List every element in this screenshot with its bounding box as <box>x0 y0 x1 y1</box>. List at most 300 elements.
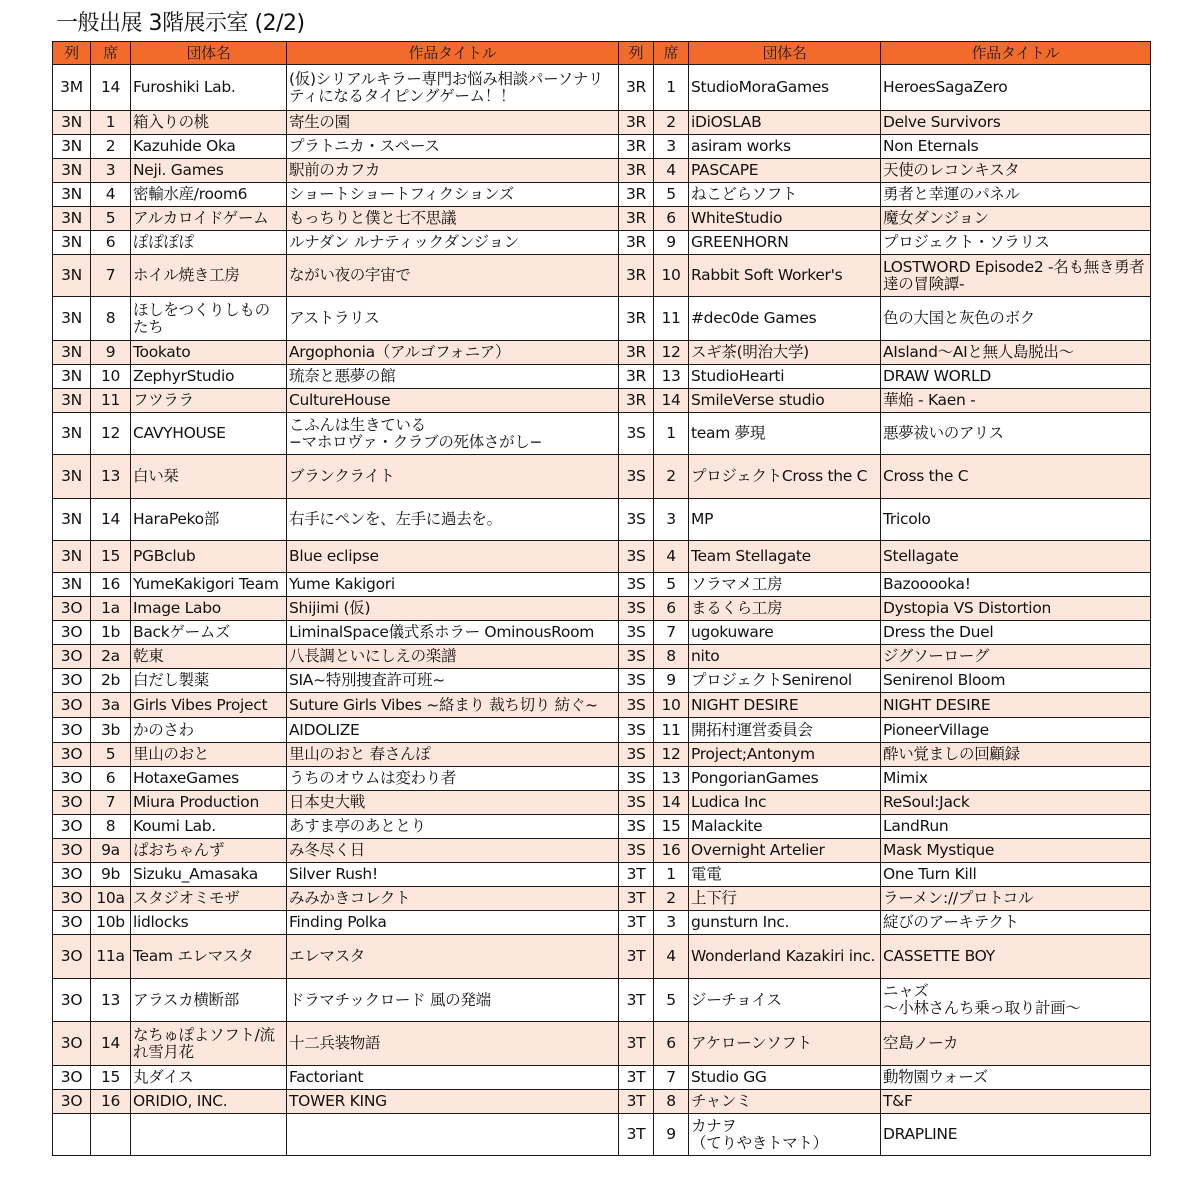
seat-number: 11 <box>91 389 131 413</box>
row-column: 3S <box>619 718 654 743</box>
group-name: 乾東 <box>131 645 287 669</box>
group-name: Wonderland Kazakiri inc. <box>689 935 881 979</box>
work-title: ジグソーローグ <box>881 645 1151 669</box>
header-seat: 席 <box>654 42 689 65</box>
seat-number: 1 <box>654 65 689 111</box>
seat-number: 2 <box>654 111 689 135</box>
work-title: ニャズ 〜小林さんち乗っ取り計画〜 <box>881 979 1151 1022</box>
work-title: 十二兵装物語 <box>287 1022 619 1066</box>
group-name: Team エレマスタ <box>131 935 287 979</box>
row-column: 3O <box>53 815 91 839</box>
seat-number: 10b <box>91 911 131 935</box>
row-column: 3R <box>619 65 654 111</box>
table-row <box>53 1066 1151 1090</box>
group-name: nito <box>689 645 881 669</box>
work-title: 動物園ウォーズ <box>881 1066 1151 1090</box>
work-title: 勇者と幸運のパネル <box>881 183 1151 207</box>
seat-number: 2 <box>654 455 689 499</box>
row-column: 3S <box>619 839 654 863</box>
seat-number: 15 <box>654 815 689 839</box>
group-name <box>131 1114 287 1156</box>
work-title: Tricolo <box>881 499 1151 541</box>
work-title: 里山のおと 春さんぽ <box>287 743 619 767</box>
seat-number: 5 <box>654 979 689 1022</box>
seat-number: 4 <box>91 183 131 207</box>
work-title: PioneerVillage <box>881 718 1151 743</box>
group-name: PGBclub <box>131 541 287 573</box>
seat-number: 5 <box>91 207 131 231</box>
seat-number: 11a <box>91 935 131 979</box>
seat-number: 13 <box>654 365 689 389</box>
table-row <box>53 207 1151 231</box>
seat-number: 3b <box>91 718 131 743</box>
work-title: エレマスタ <box>287 935 619 979</box>
table-row <box>53 365 1151 389</box>
header-seat: 席 <box>91 42 131 65</box>
table-row <box>53 65 1151 111</box>
row-column: 3N <box>53 135 91 159</box>
seat-number: 2a <box>91 645 131 669</box>
group-name: WhiteStudio <box>689 207 881 231</box>
work-title: Stellagate <box>881 541 1151 573</box>
work-title: LOSTWORD Episode2 -名も無き勇者達の冒険譚- <box>881 255 1151 297</box>
work-title: ドラマチックロード 風の発端 <box>287 979 619 1022</box>
work-title: Non Eternals <box>881 135 1151 159</box>
row-column: 3O <box>53 839 91 863</box>
seat-number: 10 <box>91 365 131 389</box>
group-name: Sizuku_Amasaka <box>131 863 287 887</box>
seat-number: 3a <box>91 693 131 718</box>
work-title: Silver Rush! <box>287 863 619 887</box>
row-column: 3O <box>53 863 91 887</box>
row-column: 3N <box>53 365 91 389</box>
group-name: ZephyrStudio <box>131 365 287 389</box>
row-column: 3N <box>53 111 91 135</box>
seat-number: 5 <box>654 573 689 597</box>
seat-number: 7 <box>91 255 131 297</box>
group-name: Tookato <box>131 341 287 365</box>
group-name: カナヲ （てりやきトマト） <box>689 1114 881 1156</box>
seat-number: 3 <box>654 499 689 541</box>
row-column: 3O <box>53 669 91 693</box>
work-title: Delve Survivors <box>881 111 1151 135</box>
group-name: StudioHearti <box>689 365 881 389</box>
table-row <box>53 1022 1151 1066</box>
work-title: AIsland〜AIと無人島脱出〜 <box>881 341 1151 365</box>
row-column: 3S <box>619 815 654 839</box>
seat-number: 6 <box>91 767 131 791</box>
seat-number: 4 <box>654 159 689 183</box>
table-row <box>53 1090 1151 1114</box>
group-name: lidlocks <box>131 911 287 935</box>
seat-number: 1 <box>654 413 689 455</box>
table-row <box>53 183 1151 207</box>
row-column: 3S <box>619 791 654 815</box>
row-column: 3N <box>53 255 91 297</box>
work-title: SIA~特別捜査許可班~ <box>287 669 619 693</box>
group-name: フツララ <box>131 389 287 413</box>
table-row <box>53 743 1151 767</box>
group-name: SmileVerse studio <box>689 389 881 413</box>
seat-number: 13 <box>91 979 131 1022</box>
work-title: こふんは生きている −マホロヴァ・クラブの死体さがし− <box>287 413 619 455</box>
seat-number: 16 <box>91 1090 131 1114</box>
work-title: 酔い覚ましの回顧録 <box>881 743 1151 767</box>
group-name: アルカロイドゲーム <box>131 207 287 231</box>
group-name: 電電 <box>689 863 881 887</box>
group-name: Malackite <box>689 815 881 839</box>
table-row <box>53 135 1151 159</box>
seat-number: 11 <box>654 718 689 743</box>
table-row <box>53 111 1151 135</box>
row-column: 3S <box>619 645 654 669</box>
header-work-title: 作品タイトル <box>881 42 1151 65</box>
seat-number: 7 <box>654 1066 689 1090</box>
group-name: スギ茶(明治大学) <box>689 341 881 365</box>
work-title: 色の大国と灰色のボク <box>881 297 1151 341</box>
table-row <box>53 669 1151 693</box>
work-title: Suture Girls Vibes ~絡まり 裁ち切り 紡ぐ~ <box>287 693 619 718</box>
seat-number: 3 <box>91 159 131 183</box>
work-title: うちのオウムは変わり者 <box>287 767 619 791</box>
group-name: アラスカ横断部 <box>131 979 287 1022</box>
work-title: 寄生の園 <box>287 111 619 135</box>
row-column: 3R <box>619 231 654 255</box>
row-column: 3S <box>619 621 654 645</box>
seat-number: 13 <box>91 455 131 499</box>
row-column: 3N <box>53 573 91 597</box>
group-name: #dec0de Games <box>689 297 881 341</box>
row-column: 3O <box>53 767 91 791</box>
seat-number: 6 <box>654 207 689 231</box>
work-title: TOWER KING <box>287 1090 619 1114</box>
group-name: team 夢現 <box>689 413 881 455</box>
table-row <box>53 297 1151 341</box>
table-row <box>53 645 1151 669</box>
group-name: Backゲームズ <box>131 621 287 645</box>
group-name: かのさわ <box>131 718 287 743</box>
seat-number: 9 <box>654 231 689 255</box>
group-name: 開拓村運営委員会 <box>689 718 881 743</box>
seat-number: 13 <box>654 767 689 791</box>
work-title: LandRun <box>881 815 1151 839</box>
group-name: CAVYHOUSE <box>131 413 287 455</box>
seat-number: 7 <box>654 621 689 645</box>
row-column: 3O <box>53 791 91 815</box>
row-column: 3S <box>619 541 654 573</box>
row-column: 3O <box>53 979 91 1022</box>
row-column: 3R <box>619 183 654 207</box>
row-column: 3R <box>619 341 654 365</box>
row-column: 3R <box>619 135 654 159</box>
group-name: Overnight Artelier <box>689 839 881 863</box>
seat-number: 2 <box>654 887 689 911</box>
work-title: ラーメン://プロトコル <box>881 887 1151 911</box>
group-name: GREENHORN <box>689 231 881 255</box>
header-work-title: 作品タイトル <box>287 42 619 65</box>
work-title: AIDOLIZE <box>287 718 619 743</box>
seat-number: 10 <box>654 693 689 718</box>
row-column: 3O <box>53 911 91 935</box>
work-title: 日本史大戦 <box>287 791 619 815</box>
work-title: Mimix <box>881 767 1151 791</box>
work-title: ながい夜の宇宙で <box>287 255 619 297</box>
group-name: ぱおちゃんず <box>131 839 287 863</box>
row-column: 3R <box>619 207 654 231</box>
group-name: asiram works <box>689 135 881 159</box>
group-name: PASCAPE <box>689 159 881 183</box>
group-name: ねこどらソフト <box>689 183 881 207</box>
work-title: Finding Polka <box>287 911 619 935</box>
work-title: み冬尽く日 <box>287 839 619 863</box>
table-row <box>53 573 1151 597</box>
work-title: 天使のレコンキスタ <box>881 159 1151 183</box>
table-row <box>53 621 1151 645</box>
group-name: Image Labo <box>131 597 287 621</box>
exhibitor-table <box>52 41 1151 1156</box>
group-name: Project;Antonym <box>689 743 881 767</box>
row-column: 3O <box>53 597 91 621</box>
work-title: (仮)シリアルキラー専門お悩み相談パーソナリティになるタイピングゲーム！！ <box>287 65 619 111</box>
seat-number: 16 <box>654 839 689 863</box>
row-column: 3N <box>53 297 91 341</box>
seat-number: 12 <box>654 341 689 365</box>
table-row <box>53 693 1151 718</box>
work-title: CultureHouse <box>287 389 619 413</box>
group-name: Neji. Games <box>131 159 287 183</box>
seat-number: 8 <box>654 645 689 669</box>
work-title: 八長調といにしえの楽譜 <box>287 645 619 669</box>
table-body <box>53 65 1151 1156</box>
table-row <box>53 255 1151 297</box>
row-column <box>53 1114 91 1156</box>
row-column: 3T <box>619 1022 654 1066</box>
row-column: 3N <box>53 499 91 541</box>
seat-number: 6 <box>654 1022 689 1066</box>
seat-number: 6 <box>91 231 131 255</box>
work-title: CASSETTE BOY <box>881 935 1151 979</box>
work-title: Blue eclipse <box>287 541 619 573</box>
row-column: 3O <box>53 1066 91 1090</box>
row-column: 3O <box>53 1090 91 1114</box>
group-name: YumeKakigori Team <box>131 573 287 597</box>
page-title: 一般出展 3階展示室 (2/2) <box>56 11 305 36</box>
group-name: iDiOSLAB <box>689 111 881 135</box>
row-column: 3R <box>619 389 654 413</box>
seat-number: 1a <box>91 597 131 621</box>
group-name: スタジオミモザ <box>131 887 287 911</box>
header-row <box>53 42 1151 65</box>
work-title: Factoriant <box>287 1066 619 1090</box>
group-name: ホイル焼き工房 <box>131 255 287 297</box>
table-row <box>53 935 1151 979</box>
row-column: 3T <box>619 1090 654 1114</box>
seat-number: 1 <box>654 863 689 887</box>
work-title: Dress the Duel <box>881 621 1151 645</box>
row-column: 3O <box>53 693 91 718</box>
group-name: Rabbit Soft Worker's <box>689 255 881 297</box>
row-column: 3O <box>53 621 91 645</box>
row-column: 3N <box>53 183 91 207</box>
row-column: 3R <box>619 111 654 135</box>
seat-number: 6 <box>654 597 689 621</box>
work-title: Argophonia（アルゴフォニア） <box>287 341 619 365</box>
seat-number: 1b <box>91 621 131 645</box>
work-title: 琉奈と悪夢の館 <box>287 365 619 389</box>
seat-number: 8 <box>654 1090 689 1114</box>
seat-number: 9b <box>91 863 131 887</box>
table-row <box>53 791 1151 815</box>
group-name: 白い栞 <box>131 455 287 499</box>
group-name: ORIDIO, INC. <box>131 1090 287 1114</box>
row-column: 3O <box>53 743 91 767</box>
work-title: DRAPLINE <box>881 1114 1151 1156</box>
table-row <box>53 389 1151 413</box>
row-column: 3S <box>619 693 654 718</box>
table-row <box>53 159 1151 183</box>
row-column: 3T <box>619 979 654 1022</box>
group-name: NIGHT DESIRE <box>689 693 881 718</box>
row-column: 3N <box>53 159 91 183</box>
table-row <box>53 597 1151 621</box>
table-row <box>53 767 1151 791</box>
row-column: 3S <box>619 413 654 455</box>
row-column: 3T <box>619 887 654 911</box>
seat-number: 9 <box>654 1114 689 1156</box>
table-row <box>53 231 1151 255</box>
seat-number: 9 <box>654 669 689 693</box>
group-name: まるくら工房 <box>689 597 881 621</box>
seat-number: 15 <box>91 1066 131 1090</box>
work-title: みみかきコレクト <box>287 887 619 911</box>
work-title: ルナダン ルナティックダンジョン <box>287 231 619 255</box>
seat-number: 10 <box>654 255 689 297</box>
seat-number: 2b <box>91 669 131 693</box>
group-name: Koumi Lab. <box>131 815 287 839</box>
group-name: PongorianGames <box>689 767 881 791</box>
group-name: StudioMoraGames <box>689 65 881 111</box>
work-title: Cross the C <box>881 455 1151 499</box>
row-column: 3M <box>53 65 91 111</box>
group-name: 上下行 <box>689 887 881 911</box>
header-group: 団体名 <box>131 42 287 65</box>
row-column: 3N <box>53 541 91 573</box>
row-column: 3S <box>619 573 654 597</box>
group-name: ugokuware <box>689 621 881 645</box>
seat-number: 10a <box>91 887 131 911</box>
seat-number: 12 <box>91 413 131 455</box>
seat-number: 7 <box>91 791 131 815</box>
group-name: Studio GG <box>689 1066 881 1090</box>
seat-number: 4 <box>654 541 689 573</box>
work-title: 右手にペンを、左手に過去を。 <box>287 499 619 541</box>
work-title: 悪夢祓いのアリス <box>881 413 1151 455</box>
row-column: 3S <box>619 743 654 767</box>
table-row <box>53 455 1151 499</box>
table-row <box>53 499 1151 541</box>
work-title: ショートショートフィクションズ <box>287 183 619 207</box>
row-column: 3N <box>53 389 91 413</box>
seat-number: 9a <box>91 839 131 863</box>
row-column: 3T <box>619 935 654 979</box>
group-name: Team Stellagate <box>689 541 881 573</box>
seat-number: 15 <box>91 541 131 573</box>
row-column: 3S <box>619 597 654 621</box>
work-title: プロジェクト・ソラリス <box>881 231 1151 255</box>
group-name: Girls Vibes Project <box>131 693 287 718</box>
group-name: MP <box>689 499 881 541</box>
work-title: 綻びのアーキテクト <box>881 911 1151 935</box>
work-title <box>287 1114 619 1156</box>
seat-number: 8 <box>91 815 131 839</box>
work-title: DRAW WORLD <box>881 365 1151 389</box>
row-column: 3O <box>53 887 91 911</box>
table-row <box>53 815 1151 839</box>
work-title: LiminalSpace儀式系ホラー OminousRoom <box>287 621 619 645</box>
table-row <box>53 541 1151 573</box>
work-title: Dystopia VS Distortion <box>881 597 1151 621</box>
row-column: 3N <box>53 455 91 499</box>
row-column: 3O <box>53 1022 91 1066</box>
work-title: あすま亭のあととり <box>287 815 619 839</box>
seat-number: 14 <box>654 389 689 413</box>
work-title: アストラリス <box>287 297 619 341</box>
group-name: チャンミ <box>689 1090 881 1114</box>
group-name: ソラマメ工房 <box>689 573 881 597</box>
row-column: 3S <box>619 669 654 693</box>
seat-number: 11 <box>654 297 689 341</box>
row-column: 3N <box>53 341 91 365</box>
group-name: ぽぽぽぽ <box>131 231 287 255</box>
seat-number: 14 <box>91 65 131 111</box>
row-column: 3S <box>619 767 654 791</box>
table-row <box>53 839 1151 863</box>
row-column: 3O <box>53 935 91 979</box>
work-title: 魔女ダンジョン <box>881 207 1151 231</box>
table-row <box>53 887 1151 911</box>
row-column: 3R <box>619 159 654 183</box>
group-name: HaraPeko部 <box>131 499 287 541</box>
seat-number: 16 <box>91 573 131 597</box>
group-name: プロジェクトCross the C <box>689 455 881 499</box>
work-title: 空島ノーカ <box>881 1022 1151 1066</box>
row-column: 3O <box>53 718 91 743</box>
work-title: Senirenol Bloom <box>881 669 1151 693</box>
work-title: 華焔 - Kaen - <box>881 389 1151 413</box>
work-title: ブランクライト <box>287 455 619 499</box>
row-column: 3N <box>53 207 91 231</box>
work-title: Yume Kakigori <box>287 573 619 597</box>
seat-number: 14 <box>91 1022 131 1066</box>
work-title: Shijimi (仮) <box>287 597 619 621</box>
group-name: 丸ダイス <box>131 1066 287 1090</box>
row-column: 3R <box>619 297 654 341</box>
group-name: 里山のおと <box>131 743 287 767</box>
table-row <box>53 911 1151 935</box>
seat-number: 12 <box>654 743 689 767</box>
work-title: 駅前のカフカ <box>287 159 619 183</box>
group-name: Miura Production <box>131 791 287 815</box>
row-column: 3N <box>53 413 91 455</box>
row-column: 3T <box>619 1114 654 1156</box>
group-name: 箱入りの桃 <box>131 111 287 135</box>
seat-number: 9 <box>91 341 131 365</box>
row-column: 3T <box>619 911 654 935</box>
group-name: 白だし製薬 <box>131 669 287 693</box>
seat-number: 2 <box>91 135 131 159</box>
header-group: 団体名 <box>689 42 881 65</box>
group-name: なちゅぽよソフト/流れ雪月花 <box>131 1022 287 1066</box>
